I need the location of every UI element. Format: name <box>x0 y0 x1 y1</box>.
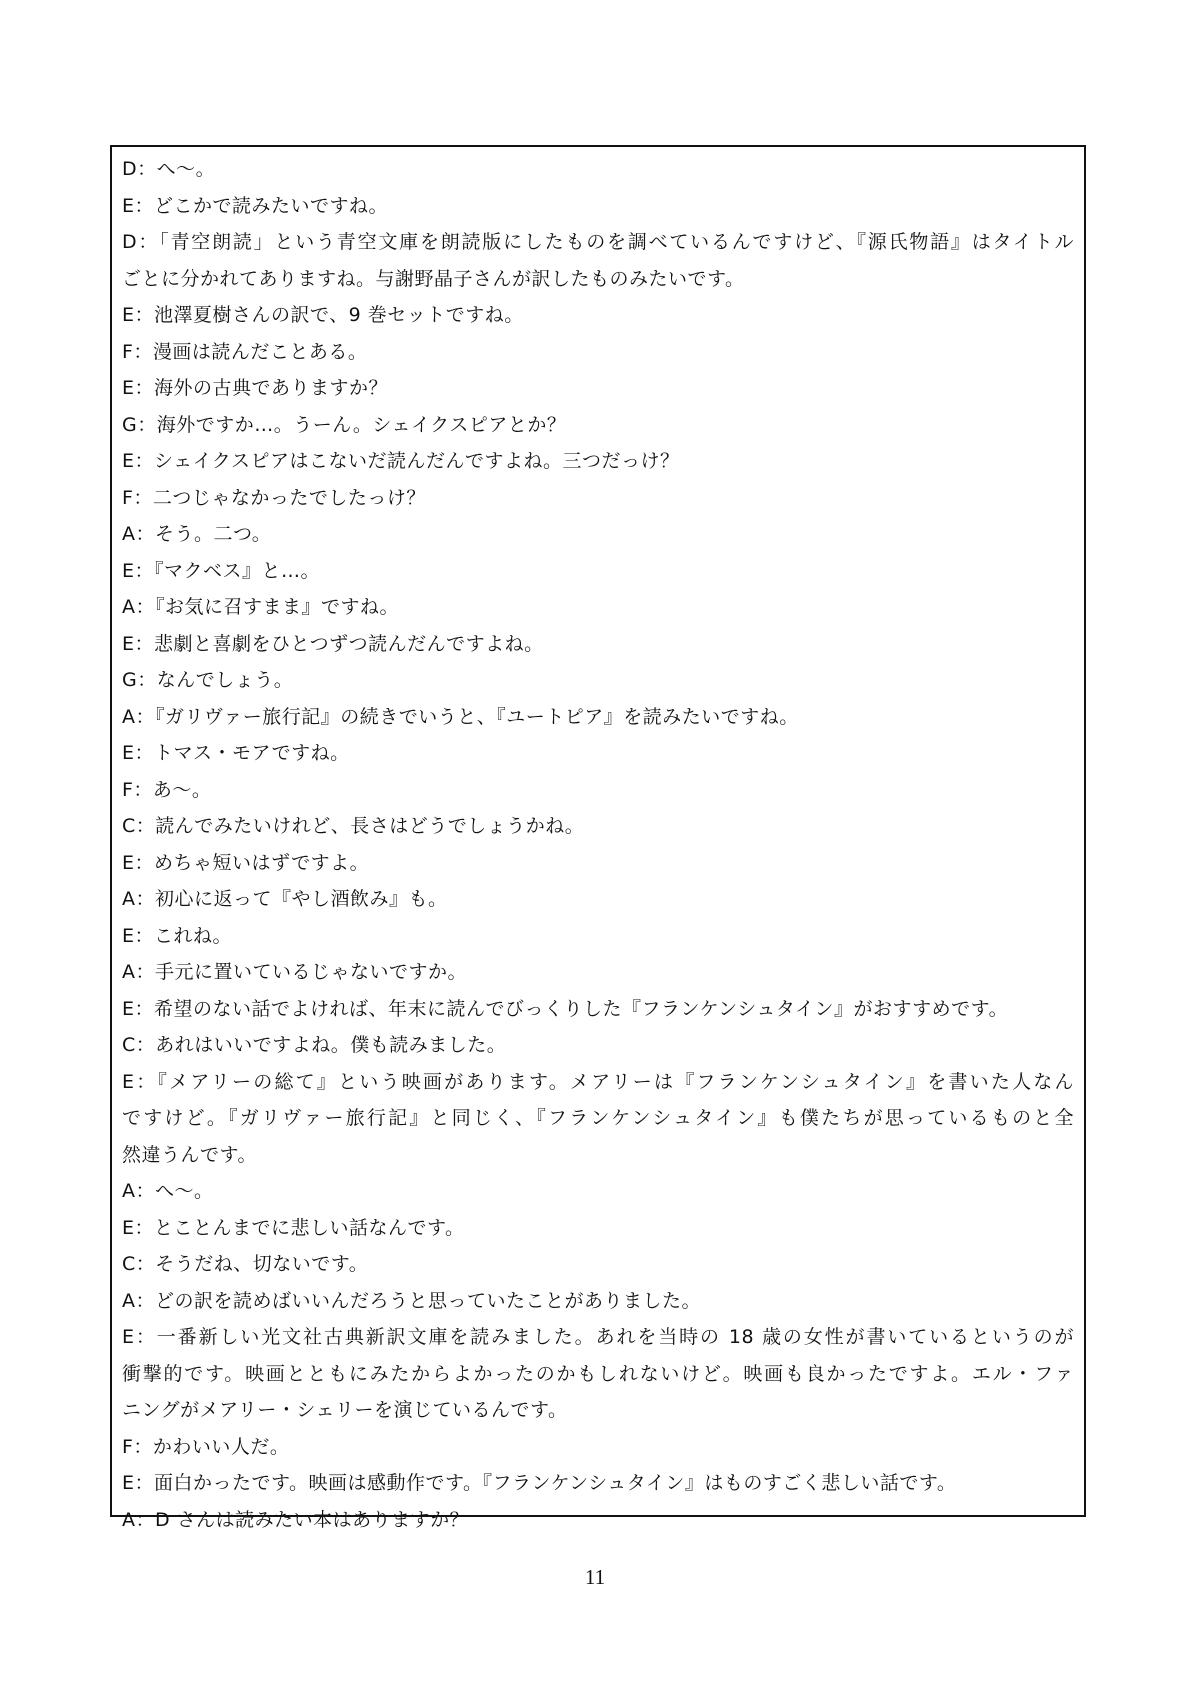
transcript-line: E：池澤夏樹さんの訳で、9 巻セットですね。 <box>122 304 524 326</box>
transcript-line: A：D さんは読みたい本はありますか？ <box>122 1508 470 1531</box>
transcript-line: E：とことんまでに悲しい話なんです。 <box>122 1216 465 1239</box>
transcript-line: E：『マクベス』と…。 <box>122 559 321 582</box>
transcript-line: A：どの訳を読めばいいんだろうと思っていたことがありました。 <box>122 1289 701 1312</box>
transcript-line: 衝撃的です。映画とともにみたからよかったのかもしれないけど。映画も良かったですよ。エル・ファ <box>122 1362 1074 1385</box>
transcript-line: ごとに分かれてありますね。与謝野晶子さんが訳したものみたいです。 <box>122 267 745 290</box>
transcript-line: 然違うんです。 <box>122 1143 257 1166</box>
transcript-line: C：あれはいいですよね。僕も読みました。 <box>122 1034 507 1056</box>
transcript-line: A：手元に置いているじゃないですか。 <box>122 961 467 983</box>
transcript-line: A：初心に返って『やし酒飲み』も。 <box>122 888 448 910</box>
transcript-line: E：面白かったです。映画は感動作です。『フランケンシュタイン』はものすごく悲しい話です。 <box>122 1472 957 1494</box>
transcript-line: C：読んでみたいけれど、長さはどうでしょうかね。 <box>122 815 585 837</box>
transcript-line: E：どこかで読みたいですね。 <box>122 194 389 217</box>
transcript-line: E：めちゃ短いはずですよ。 <box>122 851 370 874</box>
transcript-line: F：かわいい人だ。 <box>122 1435 290 1458</box>
transcript-line: D：「青空朗読」という青空文庫を朗読版にしたものを調べているんですけど、『源氏物語』はタイトル <box>122 231 1074 253</box>
transcript-line: E：シェイクスピアはこないだ読んだんですよね。三つだっけ？ <box>122 450 680 472</box>
transcript-line: E：トマス・モアですね。 <box>122 742 350 764</box>
transcript-line: F：二つじゃなかったでしたっけ？ <box>122 486 426 509</box>
transcript-line: E：これね。 <box>122 924 233 947</box>
transcript-line: E：一番新しい光文社古典新訳文庫を読みました。あれを当時の 18 歳の女性が書いているというのが <box>122 1326 1074 1348</box>
transcript-box <box>110 145 1086 1531</box>
transcript-line: A：へ～。 <box>122 1180 214 1202</box>
transcript-line: ニングがメアリー・シェリーを演じているんです。 <box>122 1399 568 1421</box>
transcript-line: A：そう。二つ。 <box>122 523 272 545</box>
transcript-line: E：希望のない話でよければ、年末に読んでびっくりした『フランケンシュタイン』がおすすめです。 <box>122 997 1009 1020</box>
transcript-line: C：そうだね、切ないです。 <box>122 1253 369 1275</box>
transcript-line: G：なんでしょう。 <box>122 669 294 691</box>
transcript-line: ですけど。『ガリヴァー旅行記』と同じく、『フランケンシュタイン』も僕たちが思っているものと全 <box>122 1107 1074 1129</box>
transcript-line: A：『ガリヴァー旅行記』の続きでいうと、『ユートピア』を読みたいですね。 <box>122 705 799 728</box>
transcript-line: E：悲劇と喜劇をひとつずつ読んだんですよね。 <box>122 632 544 655</box>
transcript-line: G：海外ですか…。うーん。シェイクスピアとか？ <box>122 413 567 436</box>
transcript-line: A：『お気に召すまま』ですね。 <box>122 596 399 618</box>
transcript-line: E：『メアリーの総て』という映画があります。メアリーは『フランケンシュタイン』を書いた人なん <box>122 1070 1074 1093</box>
transcript-line: F：あ～。 <box>122 778 212 801</box>
transcript-line: E：海外の古典でありますか？ <box>122 377 389 399</box>
transcript-line: D：へ～。 <box>122 158 216 180</box>
page-number: 11 <box>584 1565 606 1589</box>
transcript-line: F：漫画は読んだことある。 <box>122 340 368 363</box>
